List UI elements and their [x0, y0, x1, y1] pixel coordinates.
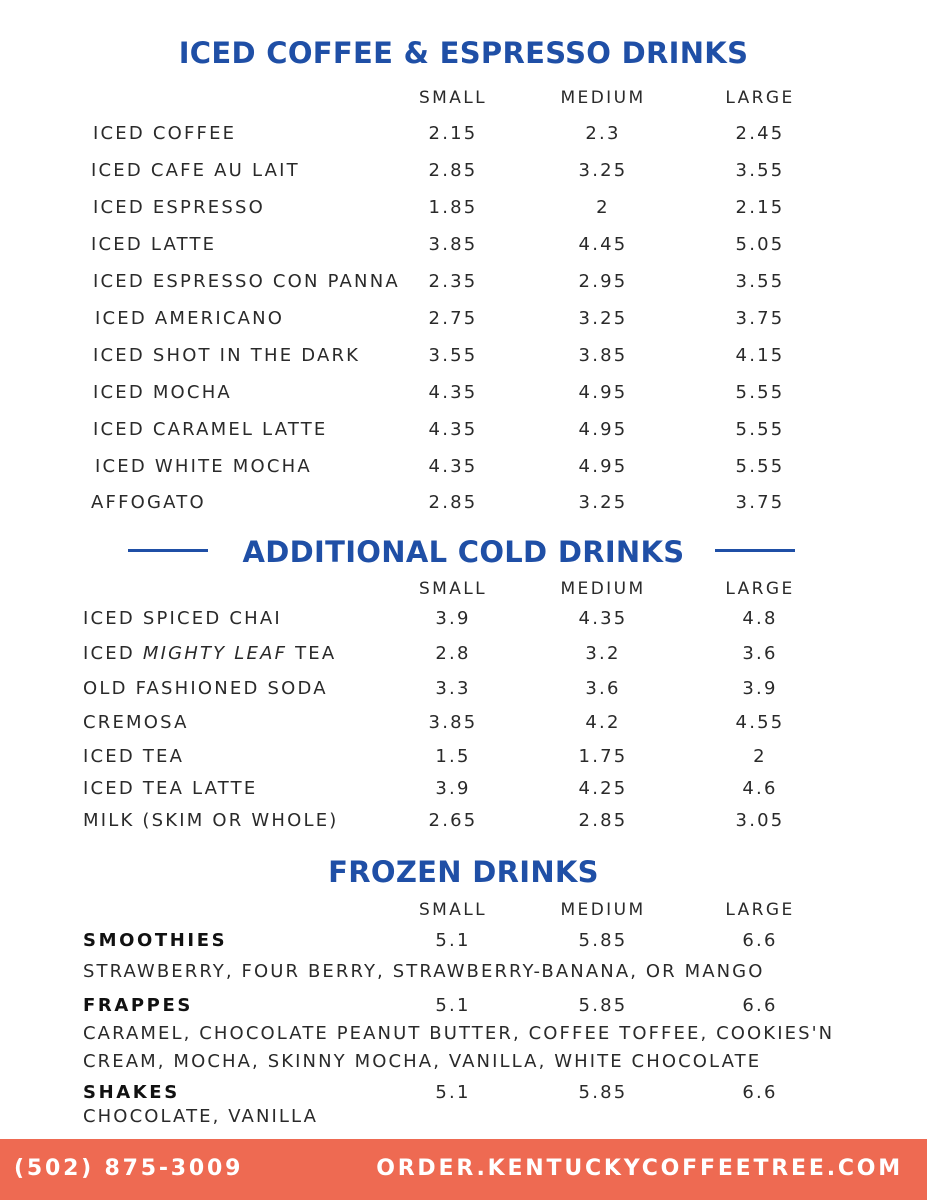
price-medium: 4.95	[578, 382, 628, 403]
menu-row	[0, 418, 927, 442]
price-medium: 3.25	[578, 160, 628, 181]
item-name: ICED SPICED CHAI	[83, 608, 282, 629]
price-large: 5.55	[735, 456, 785, 477]
item-name: ICED LATTE	[91, 234, 217, 255]
menu-row	[0, 711, 927, 735]
menu-row	[0, 233, 927, 257]
price-large: 3.75	[735, 308, 785, 329]
item-description: CARAMEL, CHOCOLATE PEANUT BUTTER, COFFEE TOFFEE, COOKIES'N	[83, 1023, 835, 1044]
price-large: 3.55	[735, 271, 785, 292]
price-small: 1.85	[428, 197, 478, 218]
item-name: ICED MOCHA	[93, 382, 232, 403]
header-medium: MEDIUM	[560, 88, 646, 108]
price-large: 3.05	[735, 810, 785, 831]
price-large: 2.45	[735, 123, 785, 144]
price-small: 2.75	[428, 308, 478, 329]
frozen-item-row	[0, 1081, 927, 1105]
header-large: LARGE	[725, 900, 795, 920]
header-small: SMALL	[418, 88, 488, 108]
price-small: 2.65	[428, 810, 478, 831]
price-small: 4.35	[428, 419, 478, 440]
header-large: LARGE	[725, 579, 795, 599]
item-name: SMOOTHIES	[83, 930, 228, 951]
menu-row	[0, 196, 927, 220]
item-name: ICED CARAMEL LATTE	[93, 419, 328, 440]
menu-row	[0, 642, 927, 666]
price-medium: 2.85	[578, 810, 628, 831]
price-small: 2.15	[428, 123, 478, 144]
item-name: MILK (SKIM OR WHOLE)	[83, 810, 339, 831]
price-medium: 3.25	[578, 492, 628, 513]
price-medium: 5.85	[578, 930, 628, 951]
price-medium: 5.85	[578, 995, 628, 1016]
frozen-item-row	[0, 929, 927, 953]
item-name: CREMOSA	[83, 712, 189, 733]
item-name: ICED COFFEE	[93, 123, 237, 144]
menu-row	[0, 677, 927, 701]
menu-row	[0, 607, 927, 631]
price-medium: 4.45	[578, 234, 628, 255]
price-large: 6.6	[742, 1082, 778, 1103]
item-name: ICED CAFE AU LAIT	[91, 160, 300, 181]
price-small: 1.5	[435, 746, 471, 767]
menu-row	[0, 344, 927, 368]
price-medium: 3.85	[578, 345, 628, 366]
item-description: CHOCOLATE, VANILLA	[83, 1106, 319, 1127]
header-large: LARGE	[725, 88, 795, 108]
item-name: ICED WHITE MOCHA	[95, 456, 312, 477]
price-medium: 4.35	[578, 608, 628, 629]
section3-header-row	[0, 898, 927, 922]
price-medium: 2	[596, 197, 610, 218]
menu-row	[0, 270, 927, 294]
footer-bar	[0, 1139, 927, 1200]
menu-row	[0, 122, 927, 146]
item-name: SHAKES	[83, 1082, 180, 1103]
price-small: 2.8	[435, 643, 471, 664]
price-medium: 4.95	[578, 456, 628, 477]
phone-number[interactable]: (502) 875-3009	[14, 1156, 244, 1181]
price-large: 3.9	[742, 678, 778, 699]
price-small: 2.35	[428, 271, 478, 292]
price-medium: 3.2	[585, 643, 621, 664]
price-medium: 5.85	[578, 1082, 628, 1103]
menu-row	[0, 809, 927, 833]
price-large: 2.15	[735, 197, 785, 218]
website-link[interactable]: ORDER.KENTUCKYCOFFEETREE.COM	[376, 1156, 903, 1181]
price-large: 6.6	[742, 930, 778, 951]
price-small: 3.85	[428, 234, 478, 255]
section1-header-row	[0, 86, 927, 110]
header-medium: MEDIUM	[560, 579, 646, 599]
menu-row	[0, 745, 927, 769]
price-small: 4.35	[428, 382, 478, 403]
item-name: ICED ESPRESSO	[93, 197, 265, 218]
price-large: 2	[753, 746, 767, 767]
price-small: 4.35	[428, 456, 478, 477]
price-large: 6.6	[742, 995, 778, 1016]
item-name: ICED TEA	[83, 746, 185, 767]
price-small: 2.85	[428, 492, 478, 513]
section-title-frozen: FROZEN DRINKS	[328, 855, 599, 889]
price-medium: 4.95	[578, 419, 628, 440]
price-large: 5.05	[735, 234, 785, 255]
price-medium: 4.2	[585, 712, 621, 733]
header-medium: MEDIUM	[560, 900, 646, 920]
price-small: 3.3	[435, 678, 471, 699]
price-small: 5.1	[435, 1082, 471, 1103]
item-name: FRAPPES	[83, 995, 193, 1016]
price-small: 3.85	[428, 712, 478, 733]
item-name-suffix: TEA	[287, 643, 337, 664]
menu-row	[0, 307, 927, 331]
price-medium: 4.25	[578, 778, 628, 799]
price-small: 3.55	[428, 345, 478, 366]
price-medium: 3.25	[578, 308, 628, 329]
price-large: 3.6	[742, 643, 778, 664]
price-large: 4.8	[742, 608, 778, 629]
section-title-additional-cold: ADDITIONAL COLD DRINKS	[242, 535, 685, 569]
price-medium: 1.75	[578, 746, 628, 767]
menu-row	[0, 777, 927, 801]
menu-row	[0, 381, 927, 405]
item-name: ICED ESPRESSO CON PANNA	[93, 271, 400, 292]
item-description: CREAM, MOCHA, SKINNY MOCHA, VANILLA, WHITE CHOCOLATE	[83, 1051, 762, 1072]
item-name: ICED AMERICANO	[95, 308, 285, 329]
price-large: 4.55	[735, 712, 785, 733]
item-name	[83, 642, 336, 666]
brand-mighty-leaf: MIGHTY LEAF	[142, 643, 288, 664]
price-large: 5.55	[735, 419, 785, 440]
price-medium: 2.3	[585, 123, 621, 144]
menu-row	[0, 159, 927, 183]
menu-row	[0, 491, 927, 515]
item-name: ICED TEA LATTE	[83, 778, 258, 799]
price-small: 2.85	[428, 160, 478, 181]
price-small: 5.1	[435, 930, 471, 951]
price-large: 4.15	[735, 345, 785, 366]
item-name: OLD FASHIONED SODA	[83, 678, 328, 699]
title-rule-right	[715, 549, 795, 552]
price-medium: 3.6	[585, 678, 621, 699]
price-small: 3.9	[435, 778, 471, 799]
section-title-iced-coffee: ICED COFFEE & ESPRESSO DRINKS	[178, 36, 749, 70]
item-name: ICED SHOT IN THE DARK	[93, 345, 361, 366]
header-small: SMALL	[418, 900, 488, 920]
frozen-item-row	[0, 994, 927, 1018]
price-small: 5.1	[435, 995, 471, 1016]
price-small: 3.9	[435, 608, 471, 629]
item-name-prefix: ICED	[83, 643, 143, 664]
section2-header-row	[0, 577, 927, 601]
price-medium: 2.95	[578, 271, 628, 292]
price-large: 3.55	[735, 160, 785, 181]
price-large: 3.75	[735, 492, 785, 513]
price-large: 5.55	[735, 382, 785, 403]
item-name: AFFOGATO	[91, 492, 206, 513]
menu-row	[0, 455, 927, 479]
item-description: STRAWBERRY, FOUR BERRY, STRAWBERRY-BANANA, OR MANGO	[83, 961, 765, 982]
header-small: SMALL	[418, 579, 488, 599]
price-large: 4.6	[742, 778, 778, 799]
